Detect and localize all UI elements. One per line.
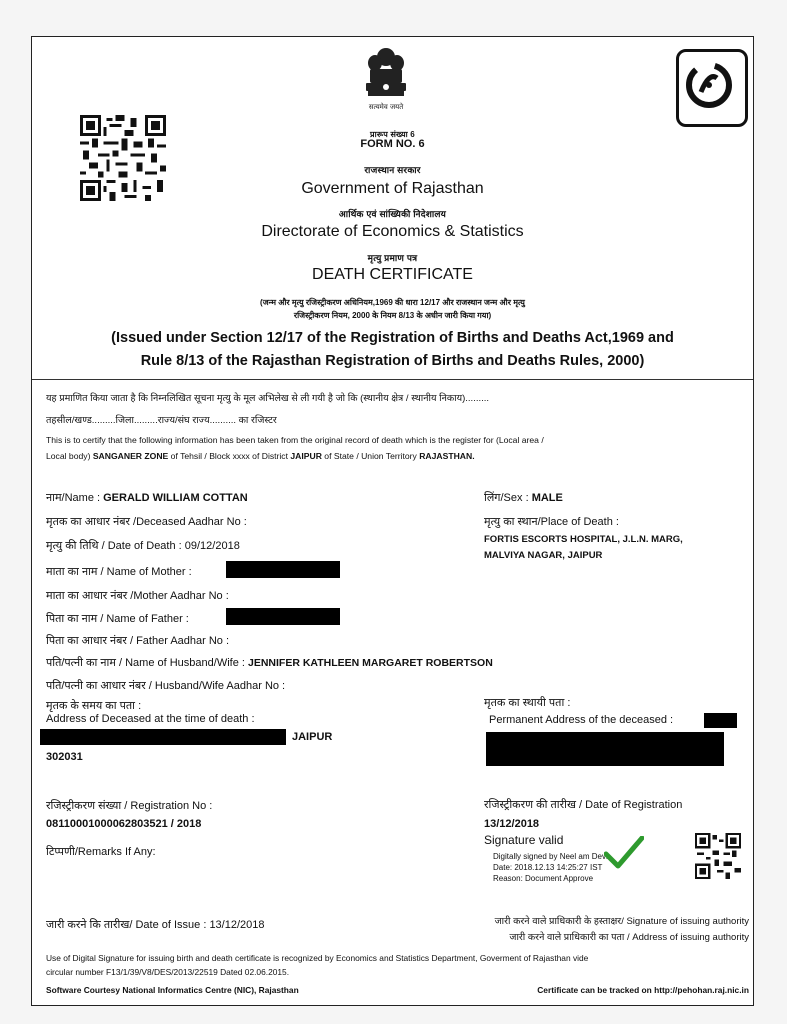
certify-english-line-1: This is to certify that the following information has been taken from the original record of death which is the register for (Local area / (46, 435, 544, 445)
registration-date-value: 13/12/2018 (484, 818, 540, 830)
place-of-death-line-2: MALVIYA NAGAR, JAIPUR (484, 550, 603, 561)
software-courtesy: Software Courtesy National Informatics Centre (NIC), Rajasthan (46, 985, 299, 995)
signature-reason: Reason: Document Approve (493, 874, 594, 883)
father-name-label: पिता का नाम / Name of Father : (46, 613, 189, 625)
signature-date: Date: 2018.12.13 14:25:27 IST (493, 863, 603, 872)
header-divider (32, 379, 753, 380)
sex-field: लिंग/Sex : MALE (484, 492, 563, 504)
father-name-redaction (226, 608, 340, 625)
date-of-issue-field: जारी करने कि तारीख/ Date of Issue : 13/12/2018 (46, 919, 265, 931)
permanent-address-redaction-1 (704, 713, 737, 728)
permanent-address-redaction-2 (486, 732, 724, 766)
issuing-authority-address-label: जारी करने वाले प्राधिकारी का पता / Address of issuing authority (509, 932, 749, 943)
directorate-hindi: आर्थिक एवं सांख्यिकी निदेशालय (338, 209, 447, 219)
issued-under-hindi-line-2: रजिस्ट्रीकरण नियम, 2000 के नियम 8/13 के अधीन जारी किया गया) (293, 311, 492, 320)
permanent-address-hindi-label: मृतक का स्थायी पता : (484, 697, 571, 709)
certify-hindi-line-1: यह प्रमाणित किया जाता है कि निम्नलिखित सूचना मृत्यु के मूल अभिलेख से ली गयी है जो कि (स्थानीय क्षेत्र / स्थानीय निकाय)......... (46, 393, 490, 404)
pehchan-logo-icon (679, 52, 739, 118)
address-city: JAIPUR (292, 731, 333, 743)
address-label: Address of Deceased at the time of death : (46, 713, 255, 725)
emblem-motto: सत्यमेव जयते (368, 103, 404, 111)
issued-under-line-1: (Issued under Section 12/17 of the Registration of Births and Deaths Act,1969 and (111, 330, 674, 346)
digital-signature-note-line-2: circular number F13/1/39/V8/DES/2013/22519 Dated 02.06.2015. (46, 967, 290, 977)
name-field: नाम/Name : GERALD WILLIAM COTTAN (46, 492, 248, 504)
national-emblem-icon (361, 43, 411, 115)
issued-under-hindi-line-1: (जन्म और मृत्यु रजिस्ट्रीकरण अधिनियम,1969 की धारा 12/17 और राजस्थान जन्म और मृत्यु (260, 298, 525, 307)
place-of-death-label: मृत्यु का स्थान/Place of Death : (484, 516, 619, 528)
issuing-authority-signature-label: जारी करने वाले प्राधिकारी के हस्ताक्षर/ Signature of issuing authority (494, 916, 749, 927)
registration-date-label: रजिस्ट्रीकरण की तारीख / Date of Registration (484, 799, 683, 811)
permanent-address-label: Permanent Address of the deceased : (489, 714, 674, 726)
digital-signature-note-line-1: Use of Digital Signature for issuing birth and death certificate is recognized by Economics and Statistics Department, Goverment of Rajasthan vide (46, 953, 589, 963)
address-hindi-label: मृतक के समय का पता : (46, 700, 142, 712)
registration-number-value: 08110001000062803521 / 2018 (46, 818, 202, 830)
certify-english-line-2: Local body) SANGANER ZONE of Tehsil / Block xxxx of District JAIPUR of State / Union Territory RAJASTHAN. (46, 451, 475, 461)
mother-aadhar-label: माता का आधार नंबर /Mother Aadhar No : (46, 590, 229, 602)
place-of-death-line-1: FORTIS ESCORTS HOSPITAL, J.L.N. MARG, (484, 534, 683, 545)
remarks-label: टिप्पणी/Remarks If Any: (46, 846, 156, 858)
spouse-aadhar-label: पति/पत्नी का आधार नंबर / Husband/Wife Aadhar No : (46, 680, 286, 692)
spouse-name-field: पति/पत्नी का नाम / Name of Husband/Wife : JENNIFER KATHLEEN MARGARET ROBERTSON (46, 657, 493, 669)
tracking-link[interactable]: Certificate can be tracked on http://pehohan.raj.nic.in (537, 985, 749, 995)
certificate-frame (31, 36, 754, 1006)
directorate-title: Directorate of Economics & Statistics (261, 223, 524, 240)
mother-name-label: माता का नाम / Name of Mother : (46, 566, 192, 578)
signature-signed-by: Digitally signed by Neel am Devi (493, 852, 608, 861)
checkmark-icon (604, 836, 644, 870)
mother-name-redaction (226, 561, 340, 578)
government-title: Government of Rajasthan (301, 180, 484, 197)
deceased-aadhar-label: मृतक का आधार नंबर /Deceased Aadhar No : (46, 516, 247, 528)
address-pin: 302031 (46, 751, 83, 763)
certificate-title-hindi: मृत्यु प्रमाण पत्र (367, 253, 418, 263)
father-aadhar-label: पिता का आधार नंबर / Father Aadhar No : (46, 635, 230, 647)
government-hindi: राजस्थान सरकार (364, 165, 421, 175)
signature-valid: Signature valid (484, 833, 564, 847)
address-redaction (40, 729, 286, 745)
date-of-death-field: मृत्यु की तिथि / Date of Death : 09/12/2018 (46, 540, 240, 552)
pehchan-logo (676, 49, 748, 127)
certify-hindi-line-2: तहसील/खण्ड.........जिला.........राज्य/संघ राज्य.......... का रजिस्टर (46, 415, 277, 426)
form-number: FORM NO. 6 (360, 138, 425, 150)
form-number-hindi: प्रारूप संख्या 6 (370, 130, 415, 139)
registration-number-label: रजिस्ट्रीकरण संख्या / Registration No : (46, 800, 213, 812)
certificate-title: DEATH CERTIFICATE (312, 266, 473, 283)
small-qr-code-icon (695, 833, 741, 879)
issued-under-line-2: Rule 8/13 of the Rajasthan Registration of Births and Deaths Rules, 2000) (140, 353, 645, 369)
